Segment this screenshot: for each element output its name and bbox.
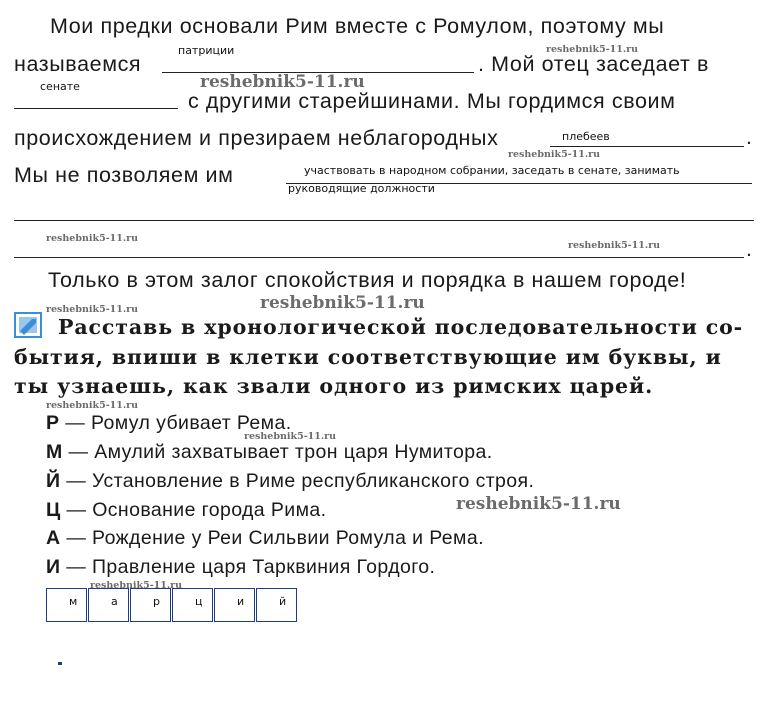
- event-letter: Й: [46, 470, 61, 492]
- text-line-8: Только в этом залог спокойствия и порядка в нашем городе!: [48, 268, 687, 292]
- answer-cell[interactable]: а: [88, 588, 129, 622]
- watermark: reshebnik5-11.ru: [46, 233, 139, 244]
- event-text: — Амулий захватывает трон царя Нумитора.: [68, 441, 493, 463]
- watermark: reshebnik5-11.ru: [260, 293, 425, 313]
- mark-dot: [58, 662, 62, 665]
- text-line-4: происхождением и презираем неблагородных: [14, 126, 499, 150]
- event-letter: Ц: [46, 499, 61, 521]
- answer-line-2: [14, 108, 178, 109]
- text-line-3: с другими старейшинами. Мы гордимся своим: [188, 89, 676, 113]
- event-item: [46, 441, 493, 464]
- event-text: — Рождение у Реи Сильвии Ромула и Рема.: [66, 527, 484, 549]
- event-text: — Правление царя Тарквиния Гордого.: [66, 556, 436, 578]
- answer-plebeians: плебеев: [562, 130, 610, 143]
- answer-cell[interactable]: и: [214, 588, 255, 622]
- watermark: reshebnik5-11.ru: [546, 44, 639, 55]
- answer-cell[interactable]: м: [46, 588, 87, 622]
- event-item: [46, 470, 534, 493]
- event-letter: М: [46, 441, 63, 463]
- answer-cell[interactable]: ц: [172, 588, 213, 622]
- answer-line-3: [550, 146, 744, 147]
- task-line-1: Расставь в хронологической последовательности со-: [58, 315, 744, 339]
- event-letter: Р: [46, 412, 60, 434]
- watermark: reshebnik5-11.ru: [508, 149, 601, 160]
- answer-rights-line-1: участвовать в народном собрании, заседать в сенате, занимать: [304, 164, 680, 177]
- event-item: [46, 499, 326, 522]
- event-text: — Установление в Риме республиканского строя.: [66, 470, 535, 492]
- answer-patricians: патриции: [178, 44, 235, 57]
- watermark: reshebnik5-11.ru: [200, 72, 365, 92]
- watermark: reshebnik5-11.ru: [568, 240, 661, 251]
- text-line-5: Мы не позволяем им: [14, 163, 234, 187]
- watermark: reshebnik5-11.ru: [244, 431, 337, 442]
- event-letter: А: [46, 527, 61, 549]
- event-text: — Основание города Рима.: [66, 499, 327, 521]
- answer-cell[interactable]: р: [130, 588, 171, 622]
- answer-senate: сенате: [40, 80, 80, 93]
- event-item: [46, 556, 435, 579]
- text-line-2b: . Мой отец заседает в: [478, 52, 710, 76]
- text-line-1: Мои предки основали Рим вместе с Ромулом, поэтому мы: [50, 14, 665, 38]
- watermark: reshebnik5-11.ru: [456, 494, 621, 514]
- answer-line-6: [14, 257, 744, 258]
- answer-line-5: [14, 220, 754, 221]
- answer-rights-line-2: руководящие должности: [288, 182, 435, 195]
- task-icon: [14, 310, 44, 338]
- task-line-2: бытия, впиши в клетки соответствующие им буквы, и: [14, 345, 722, 369]
- watermark: reshebnik5-11.ru: [46, 400, 139, 411]
- task-line-3: ты узнаешь, как звали одного из римских царей.: [14, 374, 654, 398]
- event-letter: И: [46, 556, 61, 578]
- event-text: — Ромул убивает Рема.: [65, 412, 292, 434]
- text-line-2a: называемся: [14, 52, 142, 76]
- watermark: reshebnik5-11.ru: [46, 304, 139, 315]
- event-item: [46, 527, 484, 550]
- answer-cell[interactable]: й: [256, 588, 297, 622]
- watermark: reshebnik5-11.ru: [90, 580, 183, 591]
